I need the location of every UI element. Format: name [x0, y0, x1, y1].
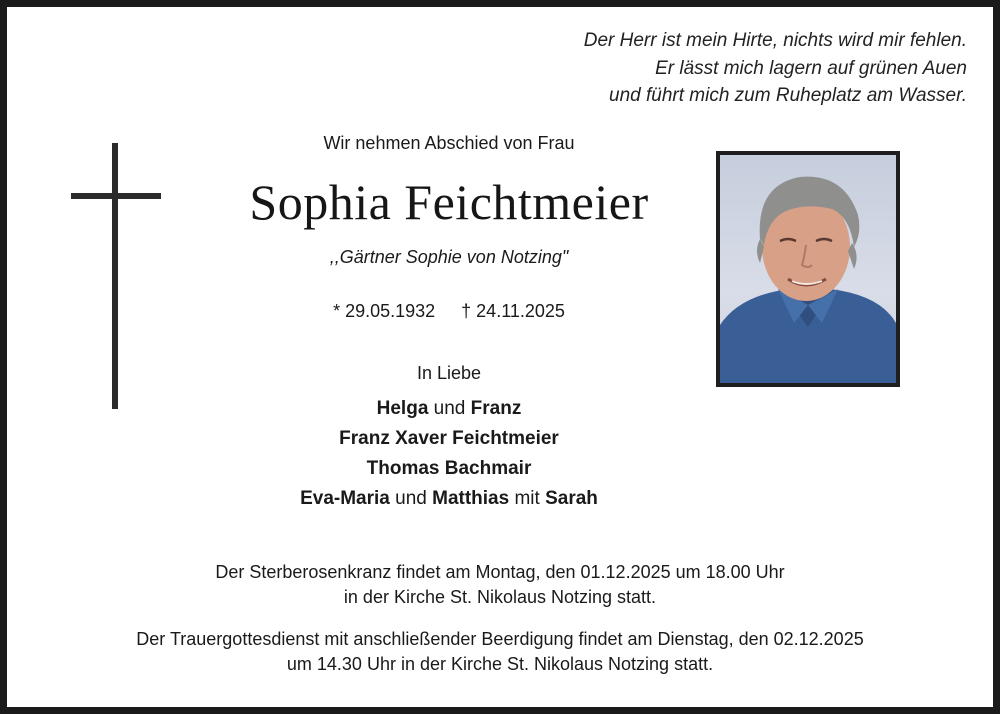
- farewell-intro: Wir nehmen Abschied von Frau: [323, 133, 575, 153]
- portrait-image: [720, 155, 896, 383]
- portrait-illustration: [720, 155, 896, 383]
- conjunction: und: [395, 488, 427, 509]
- mourner-name: Helga: [376, 398, 429, 419]
- obituary-card: [7, 7, 993, 707]
- funeral-line-1: Der Trauergottesdienst mit anschließender Beerdigung findet am Dienstag, den 02.12.2025: [136, 629, 864, 649]
- mourner-name: Sarah: [545, 488, 598, 509]
- rosary-line-2: in der Kirche St. Nikolaus Notzing statt.: [343, 586, 657, 607]
- quote-line-3: und führt mich zum Ruheplatz am Wasser.: [609, 85, 967, 106]
- mourner-line-3: [189, 454, 709, 484]
- quote-line-1: Der Herr ist mein Hirte, nichts wird mir fehlen.: [583, 30, 967, 51]
- rosary-notice: [47, 560, 953, 609]
- mourner-line-2: [189, 424, 709, 454]
- mourner-line-4: [189, 484, 709, 514]
- deceased-name: Sophia Feichtmeier: [249, 174, 649, 230]
- in-love-label: In Liebe: [416, 363, 482, 383]
- mourner-name: Eva-Maria: [300, 488, 390, 509]
- conjunction: mit: [514, 488, 540, 509]
- quote-line-2: Er lässt mich lagern auf grünen Auen: [655, 57, 967, 79]
- mourner-line-1: [189, 394, 709, 424]
- cross-horizontal-bar: [71, 193, 161, 199]
- bible-quote: [584, 27, 967, 110]
- mourner-name: Matthias: [432, 488, 510, 509]
- deceased-nickname: ,,Gärtner Sophie von Notzing": [329, 247, 569, 267]
- mourner-name: Franz Xaver Feichtmeier: [339, 428, 559, 449]
- life-dates: [189, 301, 709, 322]
- mourners-list: [189, 394, 709, 514]
- cross-vertical-bar: [112, 143, 118, 409]
- rosary-line-1: Der Sterberosenkranz findet am Montag, den 01.12.2025 um 18.00 Uhr: [215, 562, 785, 582]
- funeral-line-2: um 14.30 Uhr in der Kirche St. Nikolaus Notzing statt.: [286, 653, 714, 674]
- birth-date: * 29.05.1932: [333, 301, 436, 321]
- death-date: † 24.11.2025: [461, 301, 565, 321]
- portrait-photo: [716, 151, 900, 387]
- conjunction: und: [433, 398, 466, 419]
- funeral-notice: [47, 627, 953, 676]
- mourner-name: Thomas Bachmair: [366, 458, 532, 479]
- mourner-name: Franz: [470, 398, 522, 419]
